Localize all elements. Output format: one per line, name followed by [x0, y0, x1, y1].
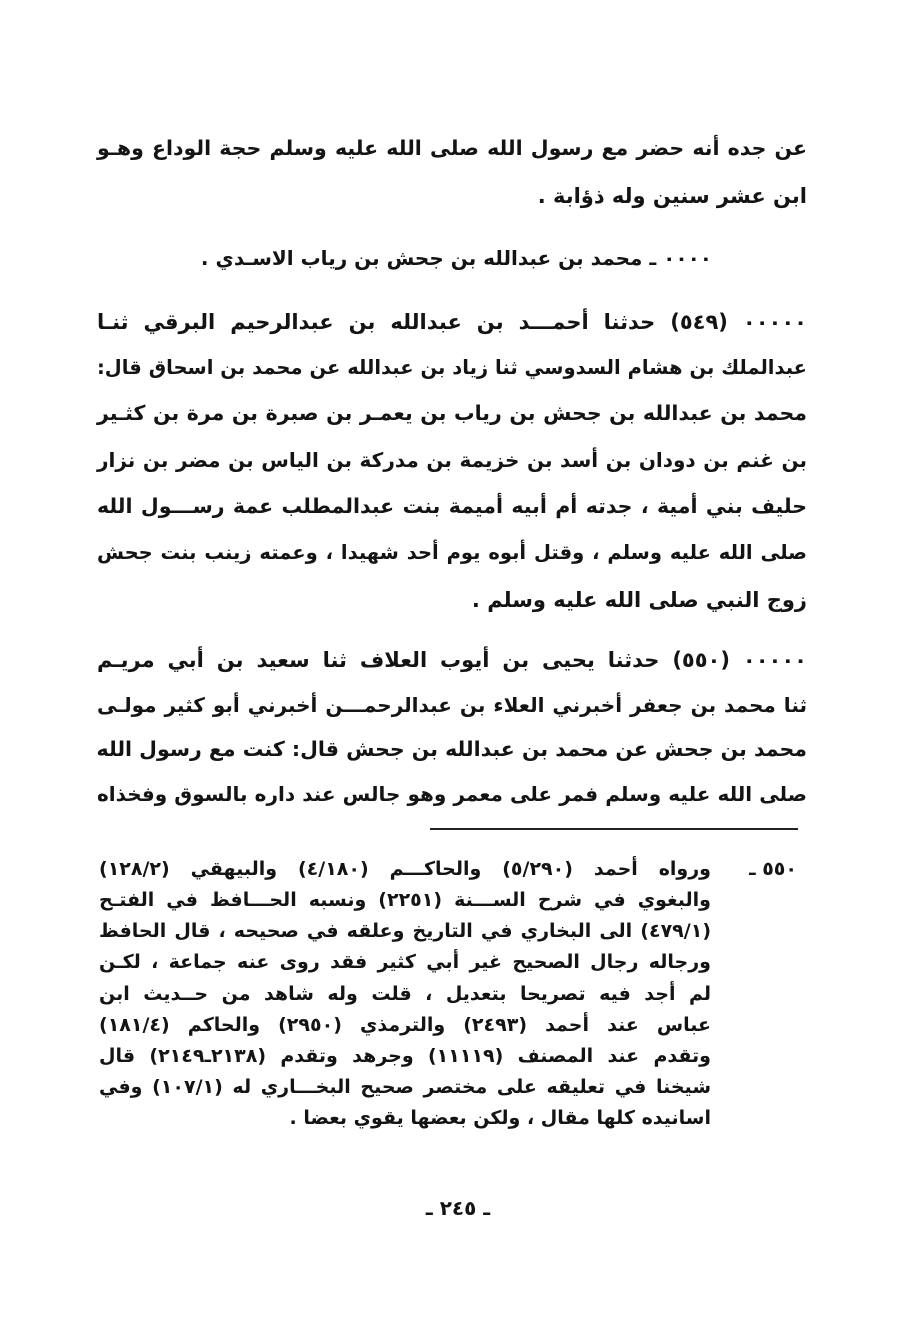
footnote-line: اسانيده كلها مقال ، ولكن بعضها يقوي بعضا .	[289, 1107, 711, 1129]
body-line: عن جده أنه حضر مع رسول الله صلى الله عليه وسلم حجة الوداع وهـو	[97, 136, 807, 160]
footnote-line: شيخنا في تعليقه على مختصر صحيح البخـــاري له (١٠٧/١) وفي	[99, 1076, 712, 1098]
footnote-separator	[430, 828, 798, 830]
hadith-549-line: حليف بني أمية ، جدته أم أبيه أميمة بنت عبدالمطلب عمة رســـول الله	[97, 494, 807, 518]
hadith-549-line: ٠٠٠٠٠ (٥٤٩) حدثنا أحمـــد بن عبدالله بن عبدالرحيم البرقي ثنـا	[97, 310, 807, 334]
footnote-line: ورواه أحمد (٥/٢٩٠) والحاكـــم (٤/١٨٠) والبيهقي (١٢٨/٢)	[99, 858, 711, 880]
footnote-line: ورجاله رجال الصحيح غير أبي كثير فقد روى عنه جماعة ، لكـن	[99, 951, 711, 973]
hadith-550-line: محمد بن جحش عن محمد بن عبدالله بن جحش قال: كنت مع رسول الله	[96, 737, 807, 761]
footnote-line: والبغوي في شرح الســـنة (٢٢٥١) ونسبه الحـــافظ في الفتـح	[99, 889, 711, 911]
hadith-549-line: بن غنم بن دودان بن أسد بن خزيمة بن مدركة بن الياس بن مضر بن نزار	[97, 448, 807, 472]
body-line: ابن عشر سنين وله ذؤابة .	[537, 184, 807, 208]
section-heading: ٠٠٠٠ ـ محمد بن عبدالله بن جحش بن رياب الاسـدي .	[200, 246, 712, 270]
hadith-549-line: زوج النبي صلى الله عليه وسلم .	[471, 588, 807, 612]
footnote-line: (٤٧٩/١) الى البخاري في التاريخ وعلقه في صحيحه ، قال الحافظ	[99, 920, 711, 942]
hadith-549-line: صلى الله عليه وسلم ، وقتل أبوه يوم أحد شهيدا ، وعمته زينب بنت جحش	[97, 541, 807, 564]
hadith-549-line: عبدالملك بن هشام السدوسي ثنا زياد بن عبدالله عن محمد بن اسحاق قال:	[97, 356, 807, 379]
footnote-line: عباس عند أحمد (٢٤٩٣) والترمذي (٢٩٥٠) والحاكم (١٨١/٤)	[99, 1014, 711, 1036]
footnote-line: لم أجد فيه تصريحا بتعديل ، قلت وله شاهد من حــديث ابن	[99, 983, 711, 1005]
page-number: ـ ٢٤٥ ـ	[425, 1196, 491, 1220]
hadith-549-line: محمد بن عبدالله بن جحش بن رياب بن يعمـر بن صبرة بن مرة بن كثـير	[97, 401, 807, 425]
footnote-line: وتقدم عند المصنف (١١١١٩) وجرهد وتقدم (٢١٣٨ـ٢١٤٩) قال	[99, 1045, 711, 1067]
footnote-number: ٥٥٠ ـ	[749, 858, 797, 880]
hadith-550-line: ثنا محمد بن جعفر أخبرني العلاء بن عبدالرحمـــن أخبرني أبو كثير مولـى	[97, 693, 807, 717]
hadith-550-line: ٠٠٠٠٠ (٥٥٠) حدثنا يحيى بن أيوب العلاف ثنا سعيد بن أبي مريـم	[97, 648, 807, 672]
hadith-550-line: صلى الله عليه وسلم فمر على معمر وهو جالس عند داره بالسوق وفخذاه	[97, 782, 807, 806]
